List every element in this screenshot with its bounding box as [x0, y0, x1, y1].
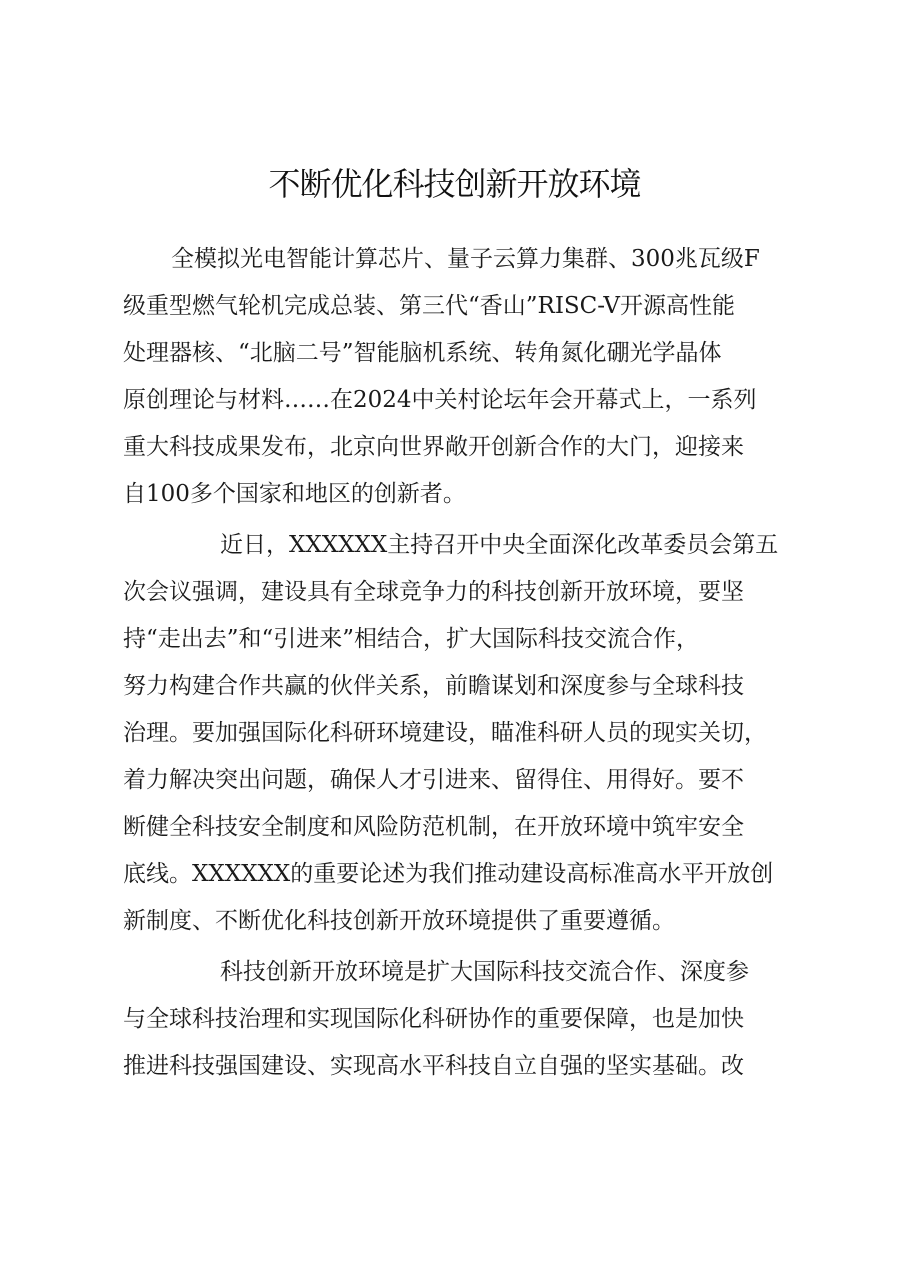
paragraph-line: 级重型燃气轮机完成总装、第三代“香山”RISC-V开源高性能 — [123, 293, 735, 319]
paragraph-line: 持“走出去”和“引进来”相结合，扩大国际科技交流合作， — [123, 626, 700, 652]
paragraph-1 — [123, 236, 813, 518]
paragraph-line: 近日，XXXXXX主持召开中央全面深化改革委员会第五 — [220, 532, 779, 558]
paragraph-line: 断健全科技安全制度和风险防范机制，在开放环境中筑牢安全 — [123, 814, 744, 840]
document-title: 不断优化科技创新开放环境 — [268, 165, 641, 203]
paragraph-line: 努力构建合作共赢的伙伴关系，前瞻谋划和深度参与全球科技 — [123, 673, 744, 699]
paragraph-line: 原创理论与材料……在2024中关村论坛年会开幕式上，一系列 — [123, 387, 757, 413]
paragraph-line: 推进科技强国建设、实现高水平科技自立自强的坚实基础。改 — [123, 1053, 744, 1079]
paragraph-line: 着力解决突出问题，确保人才引进来、留得住、用得好。要不 — [123, 767, 744, 793]
paragraph-3 — [123, 949, 813, 1090]
paragraph-line: 次会议强调，建设具有全球竞争力的科技创新开放环境，要坚 — [123, 579, 744, 605]
paragraph-line: 自100多个国家和地区的创新者。 — [123, 481, 466, 507]
paragraph-line: 重大科技成果发布，北京向世界敞开创新合作的大门，迎接来 — [123, 434, 744, 460]
paragraph-line: 全模拟光电智能计算芯片、量子云算力集群、300兆瓦级F — [171, 246, 760, 272]
paragraph-line: 治理。要加强国际化科研环境建设，瞄准科研人员的现实关切， — [123, 720, 767, 746]
paragraph-line: 底线。XXXXXX的重要论述为我们推动建设高标准高水平开放创 — [123, 861, 774, 887]
paragraph-line: 处理器核、“北脑二号”智能脑机系统、转角氮化硼光学晶体 — [123, 340, 722, 366]
paragraph-line: 新制度、不断优化科技创新开放环境提供了重要遵循。 — [123, 908, 675, 934]
paragraph-line: 科技创新开放环境是扩大国际科技交流合作、深度参 — [220, 959, 749, 985]
paragraph-2 — [123, 522, 813, 945]
paragraph-line: 与全球科技治理和实现国际化科研协作的重要保障，也是加快 — [123, 1006, 744, 1032]
